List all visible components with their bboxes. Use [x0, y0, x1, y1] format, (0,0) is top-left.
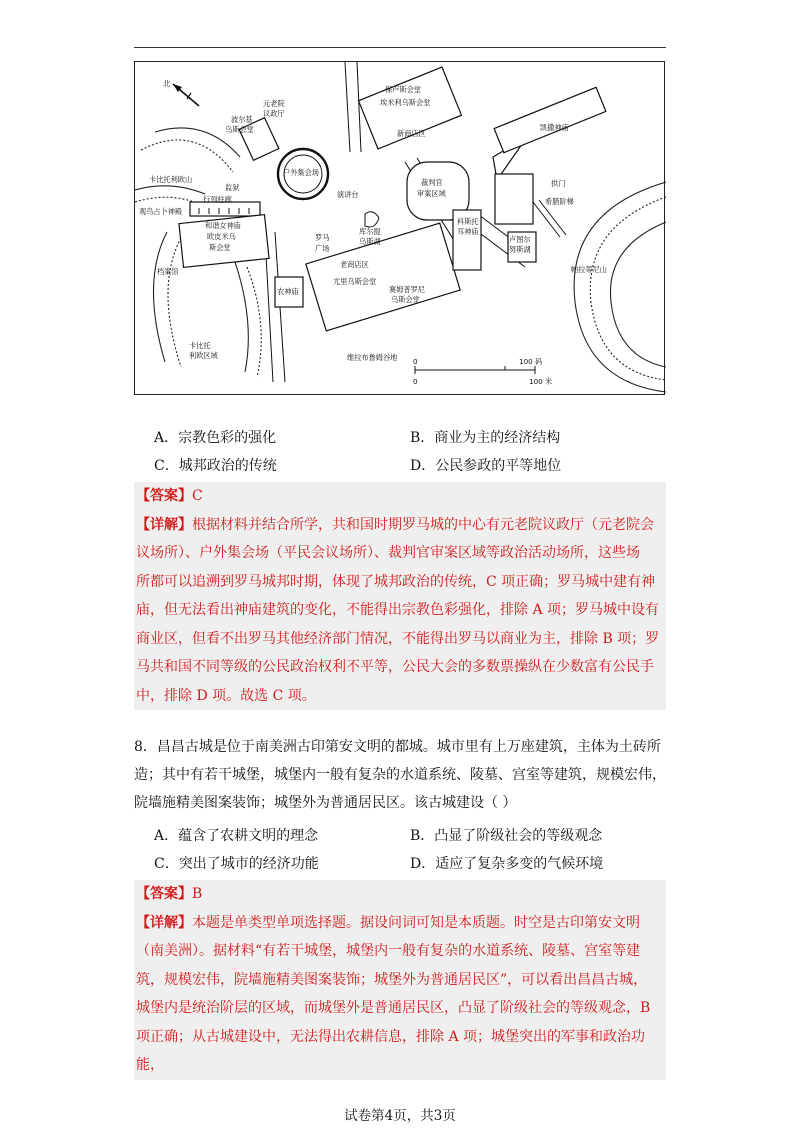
palatine-label: 帕拉蒂尼山 — [571, 265, 607, 274]
map-drawing — [135, 62, 666, 396]
q7-option-d: D．公民参政的平等地位 — [410, 458, 562, 474]
caesar-temple-label: 凯撒神庙 — [540, 123, 569, 132]
q8-line-0: 8．昌昌古城是位于南美洲古印第安文明的都城。城市里有上万座建筑，主体为土砖所 — [134, 739, 661, 755]
top-rule — [134, 47, 666, 48]
capitol-district-label-1: 卡比托 — [189, 341, 211, 350]
scale-yard-label: 100 码 — [519, 357, 543, 366]
q8-option-b: B．凸显了阶级社会的等级观念 — [410, 828, 603, 844]
castor-label-1: 科斯托 — [457, 217, 479, 226]
q8-line-1: 造；其中有若干城堡，城堡内一般有复杂的水道系统、陵墓、宫室等建筑，规模宏伟， — [134, 767, 666, 783]
q8-option-a: A．蕴含了农耕文明的理念 — [154, 828, 319, 844]
aemilia-label-1: 埃米利乌斯会堂 — [380, 98, 431, 107]
capitol-forest-label: 卡比托利欧山 — [149, 175, 193, 184]
judges-label-1: 裁判官 — [421, 178, 443, 187]
obs-temple-label: 观鸟占卜神殿 — [139, 207, 183, 216]
q8-detail-line-3: 城堡内是统治阶层的区域，而城堡外是普通居民区，凸显了阶级社会的等级观念，B — [136, 1000, 651, 1016]
q7-detail-line-0 — [136, 511, 664, 540]
q8-stem — [134, 733, 666, 817]
q8-line-2: 院墙施精美图案装饰；城堡外为普通居民区。该古城建设（ ） — [134, 795, 517, 811]
q7-detail-text-0: 根据材料并结合所学，共和国时期罗马城的中心有元老院议政厅（元老院会 — [192, 516, 654, 533]
stairs-label: 希腊阶梯 — [545, 197, 574, 206]
forum-label-2: 广场 — [315, 244, 330, 253]
q8-answer-tag: 【答案】 — [136, 886, 192, 902]
roman-forum-map — [134, 61, 665, 395]
comitium-label: 户外集会场 — [283, 168, 319, 177]
scale-zero-2: 0 — [413, 377, 418, 386]
judges-label-2: 审案区域 — [417, 189, 446, 198]
velabrum-label: 维拉布鲁姆谷地 — [347, 353, 398, 362]
castor-label-2: 耳神庙 — [457, 227, 479, 236]
basilica-label-2: 乌斯会堂 — [225, 125, 254, 134]
q7-detail-line-5: 马共和国不同等级的公民政治权利不平等，公民大会的多数票操纵在少数富有公民手 — [136, 659, 654, 675]
harmony-label-2: 欧皮米乌 — [207, 232, 236, 241]
juturna-label-2: 努斯湖 — [509, 245, 531, 254]
q7-option-b: B．商业为主的经济结构 — [410, 430, 561, 446]
palatine-hill-contours — [574, 182, 666, 392]
sempronia-label-2: 乌斯会堂 — [391, 295, 420, 304]
new-shops-label: 新商店区 — [397, 129, 426, 138]
old-shops-label: 老商店区 — [340, 260, 369, 269]
q7-option-a: A．宗教色彩的强化 — [154, 430, 277, 446]
curtius-lake-label-1: 库尔提 — [359, 227, 381, 236]
portico-label: 行列柱廊 — [203, 195, 232, 204]
q7-detail-line-1: 议场所）、户外集会场（平民会议场所）、裁判官审案区域等政治活动场所，这些场 — [136, 545, 640, 561]
capitol-district-label-2: 利欧区域 — [189, 351, 218, 360]
archive-label: 档案馆 — [157, 267, 179, 276]
q7-detail-tag: 【详解】 — [136, 516, 192, 533]
harmony-label-1: 和谐女神庙 — [205, 221, 241, 230]
basilica-label-1: 波尔基 — [231, 115, 253, 124]
q7-answer-value: C — [192, 488, 203, 504]
q7-option-c: C．城邦政治的传统 — [154, 458, 277, 474]
senate-hall-label-2: 议政厅 — [263, 109, 285, 118]
agri-temple-label: 农神庙 — [277, 287, 299, 296]
aemilia-label-2: 保卢斯会堂 — [385, 85, 421, 94]
q7-detail-line-3: 庙，但无法看出神庙建筑的变化，不能得出宗教色彩强化，排除 A 项；罗马城中设有 — [136, 602, 660, 618]
harmony-label-3: 斯会堂 — [209, 243, 231, 252]
scale-zero-1: 0 — [413, 357, 418, 366]
north-arrow-icon — [173, 84, 199, 106]
q7-answer-line — [136, 482, 664, 511]
prison-label: 监狱 — [225, 183, 240, 192]
north-label: 北 — [163, 79, 171, 88]
q7-detail-line-4: 商业区，但看不出罗马其他经济部门情况，不能得出罗马以商业为主，排除 B 项；罗 — [136, 630, 660, 647]
page-footer: 试卷第4页，共3页 — [344, 1108, 456, 1124]
q7-answer-tag: 【答案】 — [136, 488, 192, 504]
sempronia-label-1: 赛姆普罗尼 — [389, 285, 425, 294]
q8-answer-box — [134, 880, 666, 1080]
q7-detail-line-2: 所都可以追溯到罗马城邦时期，体现了城邦政治的传统，C 项正确；罗马城中建有神 — [136, 573, 656, 590]
q8-detail-text-0: 本题是单类型单项选择题。据设问词可知是本质题。时空是古印第安文明 — [192, 914, 640, 931]
q8-answer-value: B — [192, 886, 203, 902]
q8-detail-line-0 — [136, 909, 664, 938]
q8-option-d: D．适应了复杂多变的气候环境 — [410, 856, 604, 872]
curtius-lake-shape — [365, 212, 379, 227]
arch-label: 拱门 — [551, 179, 566, 188]
q7-answer-box — [134, 482, 666, 710]
forum-label-1: 罗马 — [315, 233, 330, 242]
q8-detail-line-2: 筑，规模宏伟，院墙施精美图案装饰；城堡外为普通居民区”，可以看出昌昌古城， — [136, 971, 648, 988]
q8-detail-line-1: （南美洲）。据材料“有若干城堡，城堡内一般有复杂的水道系统、陵墓、宫室等建 — [136, 943, 641, 959]
scale-meter-label: 100 米 — [529, 377, 553, 386]
juturna-label-1: 卢图尔 — [509, 235, 531, 244]
q7-detail-line-6: 中，排除 D 项。故选 C 项。 — [136, 687, 316, 704]
senate-hall-label-1: 元老院 — [263, 99, 285, 108]
julia-basilica-label: 尤里乌斯会堂 — [333, 277, 377, 286]
curtius-lake-label-2: 乌斯湖 — [359, 237, 381, 246]
q8-detail-line-4: 项正确；从古城建设中，无法得出农耕信息，排除 A 项；城堡突出的军事和政治功能， — [136, 1028, 646, 1073]
scale-bar — [415, 366, 535, 374]
q8-option-c: C．突出了城市的经济功能 — [154, 856, 319, 872]
rostra-label: 演讲台 — [337, 190, 359, 199]
q8-answer-line — [136, 880, 664, 909]
q8-detail-tag: 【详解】 — [136, 914, 192, 931]
